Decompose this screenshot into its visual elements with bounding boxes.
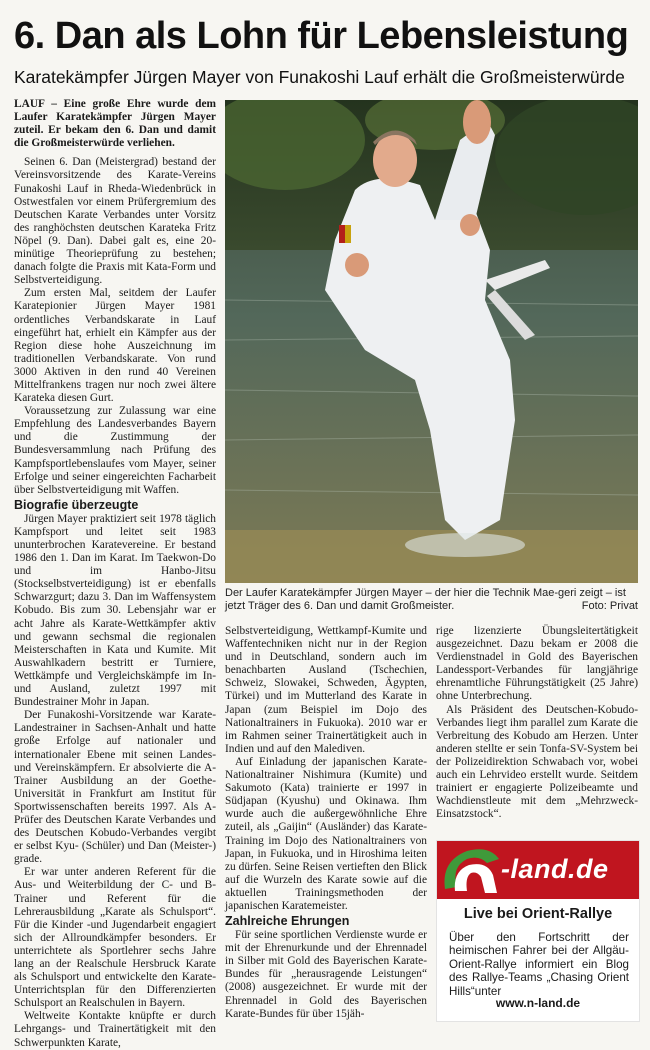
- paragraph: Auf Einladung der japanischen Karate-Nationaltrainer Nishimura (Kumite) und Sakumoto (Kata) trainierte er 1997 in Südjapan (Kyushu) und Okinawa. Ihm wurde auch die außergewöhnliche Ehre zuteil, als „Gaijin“ (Ausländer) das Karate-Training im Dojo des Nationaltrainers von Japan, in Fukuoka, und in Hiroshima leiten zu dürfen. Seine Reisen vertieften den Blick auf die Wurzeln des Karate sowie auf die aktuellen Trainingsmethoden der japanischen Karatemeister.: [225, 755, 427, 912]
- n-land-advertisement[interactable]: [436, 840, 640, 1022]
- article-subheadline: Karatekämpfer Jürgen Mayer von Funakoshi Lauf erhält die Großmeisterwürde: [14, 67, 625, 87]
- paragraph: Selbstverteidigung, Wettkampf-Kumite und Waffentechniken nicht nur in der Region und in Deutschland, sondern auch im benachbarten Ausland (Tschechien, Schweiz, Slowakei, Schweden, Ägypten, Türkei) und im Mutterland des Karate in Japan (zum Beispiel im Dojo des Nationaltrainers in Fukuoka). 2010 war er im Rahmen seiner Trainertätigkeit auch in Indien und auf den Malediven.: [225, 625, 427, 755]
- karate-photo: [225, 100, 638, 583]
- paragraph: Als Präsident des Deutschen-Kobudo-Verbandes liegt ihm parallel zum Karate die Verbreitung des Kobudo am Herzen. Unter anderen stellte er sein Tonfa-SV-System bei der Polizeidirektion Schwabach vor, wobei auch ein Lehrvideo erstellt wurde. Seitdem trainiert er engagierte Polizeibeamte und Wachdienstleute mit dem „Mehrzweck-Einsatzstock“.: [436, 703, 638, 821]
- section-heading-biografie: Biografie überzeugte: [14, 497, 139, 512]
- ad-url-link[interactable]: www.n-land.de: [495, 996, 581, 1010]
- paragraph: Der Funakoshi-Vorsitzende war Karate-Landestrainer in Sachsen-Anhalt und hatte große Erfolge auf nationaler und internationaler Ebene mit seinen Landes- und Vereinskämpfern. Er absolvierte die A-Trainer Ausbildung an der Goethe-Universität in Frankfurt am Institut für Sportwissenschaften bereits 1997. Als A-Prüfer des Deutschen Karate Verbandes und des Deutschen Kobudo-Verbandes vergibt er selbst Kyu- (Schüler) und Dan (Meister-) grade.: [14, 709, 216, 866]
- paragraph: Für seine sportlichen Verdienste wurde er mit der Ehrenurkunde und der Ehrennadel in Silber mit Gold des Bayerischen Karate-Bundes für „herausragende Leistungen“ (2008) ausgezeichnet. Er wurde mit der Ehrennadel in Gold des Bayerischen Karate-Bundes für über 15jäh-: [225, 929, 427, 1020]
- ad-logo-text: -land.de: [501, 854, 609, 884]
- paragraph: Zum ersten Mal, seitdem der Laufer Karatepionier Jürgen Mayer 1981 ordentliches Verbandskarate in Lauf eingeführt hat, erhielt ein Kämpfer aus der Region diese hohe Auszeichnung im traditionellen Verbandskarate. Von rund 3000 Aktiven in den rund 40 Vereinen Mittelfrankens tragen nur noch zwei ältere Karateka diesen Gurt.: [14, 287, 216, 405]
- section-heading-ehrungen: Zahlreiche Ehrungen: [225, 914, 350, 929]
- paragraph: Voraussetzung zur Zulassung war eine Empfehlung des Landesverbandes Bayern und die Zustimmung der Bundesversammlung nach Prüfung des Kampfsportlebenslaufes vom Mayer, seiner Erfolge und seiner eingereichten Facharbeit über Selbstverteidigung mit Waffen.: [14, 405, 216, 496]
- photo-caption-text: Der Laufer Karatekämpfer Jürgen Mayer – der hier die Technik Mae-geri zeigt – ist jetzt Träger des 6. Dan und damit Großmeister.: [225, 587, 626, 612]
- ad-banner: [437, 841, 639, 899]
- paragraph: Jürgen Mayer praktiziert seit 1978 täglich Kampfsport und leitet seit 1983 ununterbrochen Karatevereine. Er bestand 1986 den 1. Dan im Karat. Im Taekwon-Do und im Hanbo-Jitsu (Stockselbstverteidigung) ist er ebenfalls Schwarzgurt; dazu 3. Dan im Waffensystem Kobudo. Bis zum 30. Lebensjahr war er acht Jahre als Karate-Wettkämpfer aktiv und gewann sechsmal die regionalen Meisterschaften in Kata und Kumite. Mit Auswahlkadern bestritt er Turniere, Wettkämpfe und Vergleichskämpfe im In- und Ausland, zuletzt 1997 mit Bundestrainer Mohr in Japan.: [14, 512, 216, 709]
- article-column-2: [225, 625, 427, 1021]
- article-lead: LAUF – Eine große Ehre wurde dem Laufer Karatekämpfer Jürgen Mayer zuteil. Er bekam den 6. Dan und damit die Großmeisterwürde verliehen.: [14, 98, 216, 150]
- article-column-1: [14, 98, 216, 1050]
- ad-title: Live bei Orient-Rallye: [463, 906, 613, 922]
- paragraph: Weltweite Kontakte knüpfte er durch Lehrgangs- und Trainertätigkeit mit den Schwerpunkten Karate,: [14, 1010, 216, 1049]
- paragraph: rige lizenzierte Übungsleitertätigkeit ausgezeichnet. Dazu bekam er 2008 die Verdienstnadel in Gold des Bayerischen Landessport-Verbandes für langjährige ehrenamtliche Führungstätigkeit (25 Jahre) ohne Unterbrechung.: [436, 625, 638, 703]
- paragraph: Seinen 6. Dan (Meistergrad) bestand der Vereinsvorsitzende des Karate-Vereins Funakoshi Lauf in Rheda-Wiedenbrück in Ostwestfalen vor einem Prüfergremium des Deutschen Karate Verbandes unter Vorsitz des ranghöchsten deutschen Karateka Fritz Nöpel (9. Dan). Dabei galt es, eine 20-minütige Theorieprüfung zu bestehen; danach folgte die Praxis mit Kata-Form und Selbstverteidigung.: [14, 156, 216, 287]
- article-column-3: [436, 625, 638, 821]
- photo-caption: [225, 587, 638, 613]
- article-headline: 6. Dan als Lohn für Lebensleistung: [14, 15, 629, 57]
- paragraph: Er war unter anderen Referent für die Aus- und Weiterbildung der C- und B-Trainer und Referent für die Lehrerausbildung „Karate als Schulsport“. Für die Kinder -und Jugendarbeit engagiert sich der Allroundkämpfer besonders. Er unterrichtete als Sportlehrer sechs Jahre lang an der Realschule Hersbruck Karate als Schulsport und entwickelte den Karate-Unterrichtsplan für den Differenzierten Schulsport an Realschulen in Bayern.: [14, 866, 216, 1010]
- ad-body: Über den Fortschritt der heimischen Fahrer bei der Allgäu-Orient-Rallye informiert ein Blog des Rallye-Teams „Chasing Orient Hills“unter: [449, 931, 629, 998]
- photo-credit: Foto: Privat: [581, 600, 638, 612]
